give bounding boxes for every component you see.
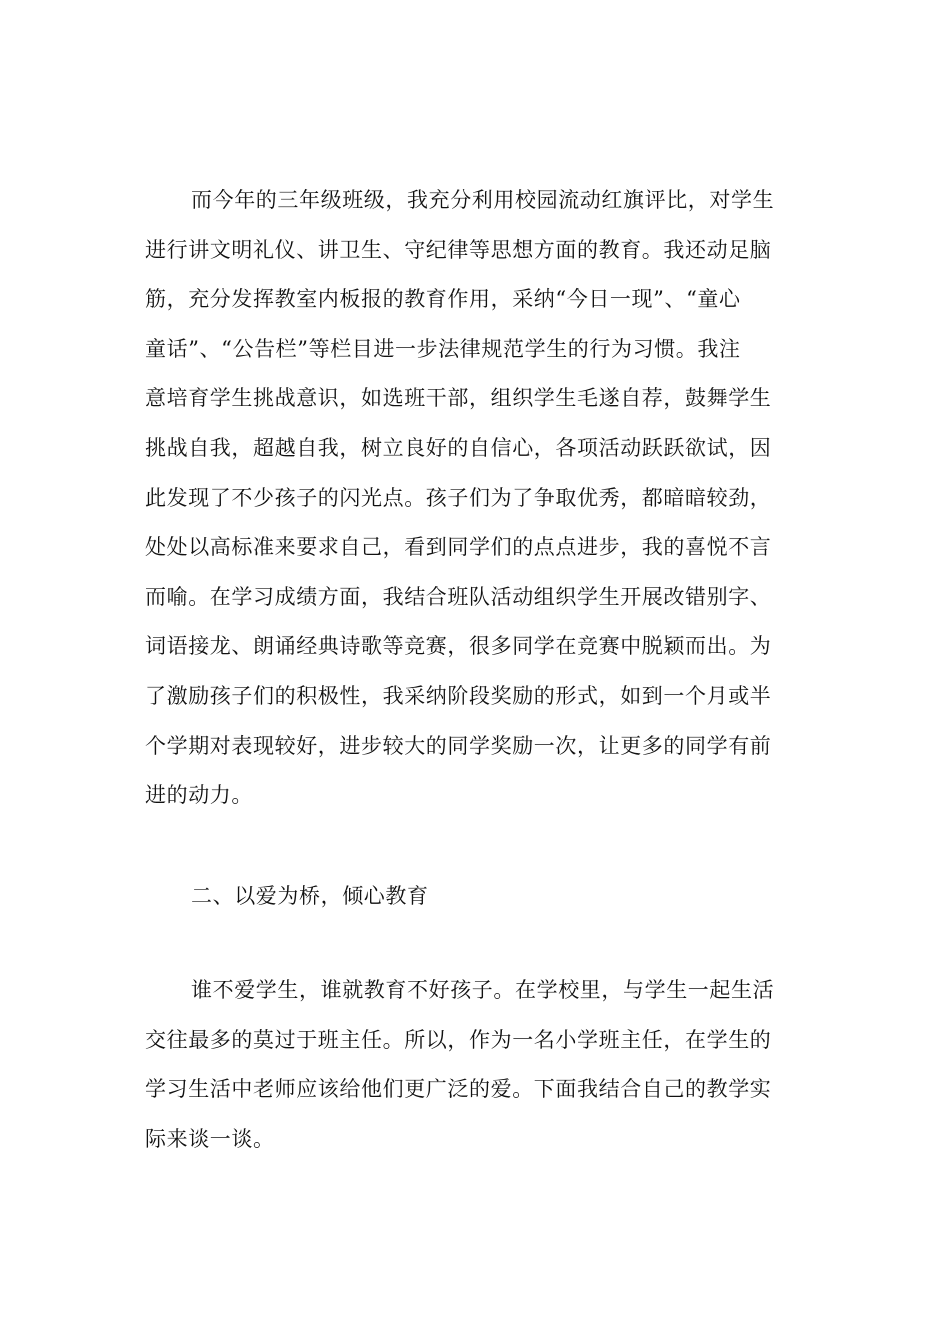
paragraph-line: 挑战自我，超越自我，树立良好的自信心，各项活动跃跃欲试，因 <box>145 435 772 460</box>
paragraph-line: 词语接龙、朗诵经典诗歌等竞赛，很多同学在竞赛中脱颖而出。为 <box>145 634 772 659</box>
paragraph-love-education <box>145 966 805 1164</box>
paragraph-line: 童话”、“公告栏”等栏目进一步法律规范学生的行为习惯。我注 <box>145 336 741 361</box>
paragraph-line: 而喻。在学习成绩方面，我结合班队活动组织学生开展改错别字、 <box>145 584 772 609</box>
paragraph-line: 意培育学生挑战意识，如选班干部，组织学生毛遂自荐，鼓舞学生 <box>145 386 772 411</box>
paragraph-line: 处处以高标准来要求自己，看到同学们的点点进步，我的喜悦不言 <box>145 535 772 560</box>
paragraph-class-management <box>145 176 805 821</box>
paragraph-line: 进的动力。 <box>145 783 253 808</box>
paragraph-line: 学习生活中老师应该给他们更广泛的爱。下面我结合自己的教学实 <box>145 1077 772 1102</box>
paragraph-line: 交往最多的莫过于班主任。所以，作为一名小学班主任，在学生的 <box>145 1027 772 1052</box>
section-heading-block <box>145 872 805 922</box>
paragraph-line: 个学期对表现较好，进步较大的同学奖励一次，让更多的同学有前 <box>145 733 772 758</box>
paragraph-line: 际来谈一谈。 <box>145 1126 275 1151</box>
paragraph-line: 此发现了不少孩子的闪光点。孩子们为了争取优秀，都暗暗较劲， <box>145 485 772 510</box>
paragraph-line: 筋，充分发挥教室内板报的教育作用，采纳“今日一现”、“童心 <box>145 287 741 312</box>
paragraph-line: 了激励孩子们的积极性，我采纳阶段奖励的形式，如到一个月或半 <box>145 683 772 708</box>
paragraph-line: 而今年的三年级班级，我充分利用校园流动红旗评比，对学生 <box>191 188 775 212</box>
paragraph-line: 谁不爱学生，谁就教育不好孩子。在学校里，与学生一起生活 <box>191 978 775 1002</box>
section-heading: 二、以爱为桥，倾心教育 <box>191 884 429 908</box>
paragraph-line: 进行讲文明礼仪、讲卫生、守纪律等思想方面的教育。我还动足脑 <box>145 237 772 262</box>
